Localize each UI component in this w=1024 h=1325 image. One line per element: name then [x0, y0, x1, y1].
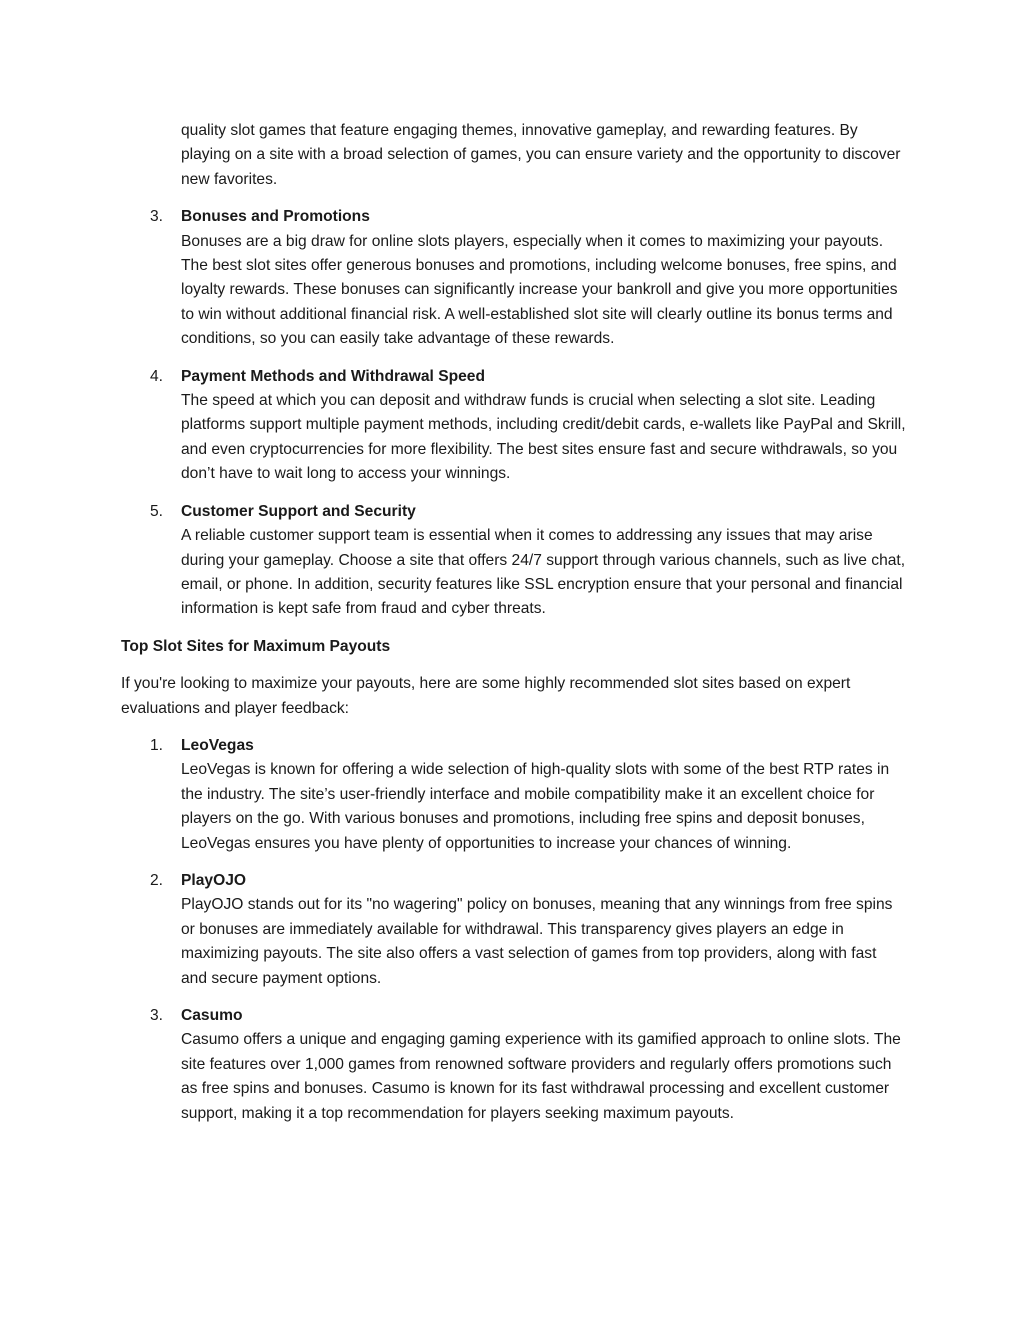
list-item-playojo: [121, 869, 906, 991]
list-item-title: Payment Methods and Withdrawal Speed: [181, 367, 485, 385]
section-heading: Top Slot Sites for Maximum Payouts: [121, 637, 391, 655]
list-item-text: Casumo offers a unique and engaging gaming experience with its gamified approach to online slots. The site features over 1,000 games from renowned software providers and regularly offers promotions such as free spins and bonuses. Casumo is known for its fast withdrawal processing and excellent customer support, making it a top recommendation for players seeking maximum payouts.: [181, 1031, 901, 1122]
list-number: 5.: [150, 502, 164, 520]
list-number: 1.: [150, 736, 164, 754]
list-item-casumo: [121, 1004, 906, 1126]
list-item-title: PlayOJO: [181, 871, 247, 889]
list-item-title: LeoVegas: [181, 736, 254, 754]
list-item-bonuses: [121, 205, 906, 351]
section-intro: If you're looking to maximize your payouts, here are some highly recommended slot sites based on expert evaluations and player feedback:: [121, 675, 851, 717]
intro-continuation-text: quality slot games that feature engaging themes, innovative gameplay, and rewarding features. By playing on a site with a broad selection of games, you can ensure variety and the opportunity to discover new favorites.: [181, 122, 901, 188]
list-item-title: Customer Support and Security: [181, 502, 416, 520]
list-item-text: PlayOJO stands out for its "no wagering" policy on bonuses, meaning that any winnings from free spins or bonuses are immediately available for withdrawal. This transparency gives players an edge in maximizing payouts. The site also offers a vast selection of games from top providers, along with fast and secure payment options.: [181, 896, 893, 987]
list-item-leovegas: [121, 734, 906, 856]
list-item-text: The speed at which you can deposit and withdraw funds is crucial when selecting a slot site. Leading platforms support multiple payment methods, including credit/debit cards, e-wallets like PayPal and Skrill, and even cryptocurrencies for more flexibility. The best sites ensure fast and secure withdrawals, so you don’t have to wait long to access your winnings.: [181, 392, 906, 483]
list-item-payment: [121, 365, 906, 487]
list-item-text: Bonuses are a big draw for online slots players, especially when it comes to maximizing your payouts. The best slot sites offer generous bonuses and promotions, including welcome bonuses, free spins, and loyalty rewards. These bonuses can significantly increase your bankroll and give you more opportunities to win without additional financial risk. A well-established slot site will clearly outline its bonus terms and conditions, so you can easily take advantage of these rewards.: [181, 232, 898, 348]
document-content: [121, 119, 906, 1126]
list-number: 2.: [150, 871, 164, 889]
list-item-text: A reliable customer support team is essential when it comes to addressing any issues that may arise during your gameplay. Choose a site that offers 24/7 support through various channels, such as live chat, email, or phone. In addition, security features like SSL encryption ensure that your personal and financial information is kept safe from fraud and cyber threats.: [181, 527, 906, 618]
list-item-support: [121, 500, 906, 622]
list-item-title: Bonuses and Promotions: [181, 208, 370, 226]
list-item-title: Casumo: [181, 1007, 243, 1024]
list-item-text: LeoVegas is known for offering a wide selection of high-quality slots with some of the best RTP rates in the industry. The site’s user-friendly interface and mobile compatibility make it an excellent choice for players on the go. With various bonuses and promotions, including free spins and deposit bonuses, LeoVegas ensures you have plenty of opportunities to increase your chances of winning.: [181, 761, 890, 852]
list-number: 3.: [150, 208, 164, 226]
intro-continuation: [121, 119, 906, 192]
list-number: 4.: [150, 367, 164, 385]
list-number: 3.: [150, 1007, 164, 1024]
